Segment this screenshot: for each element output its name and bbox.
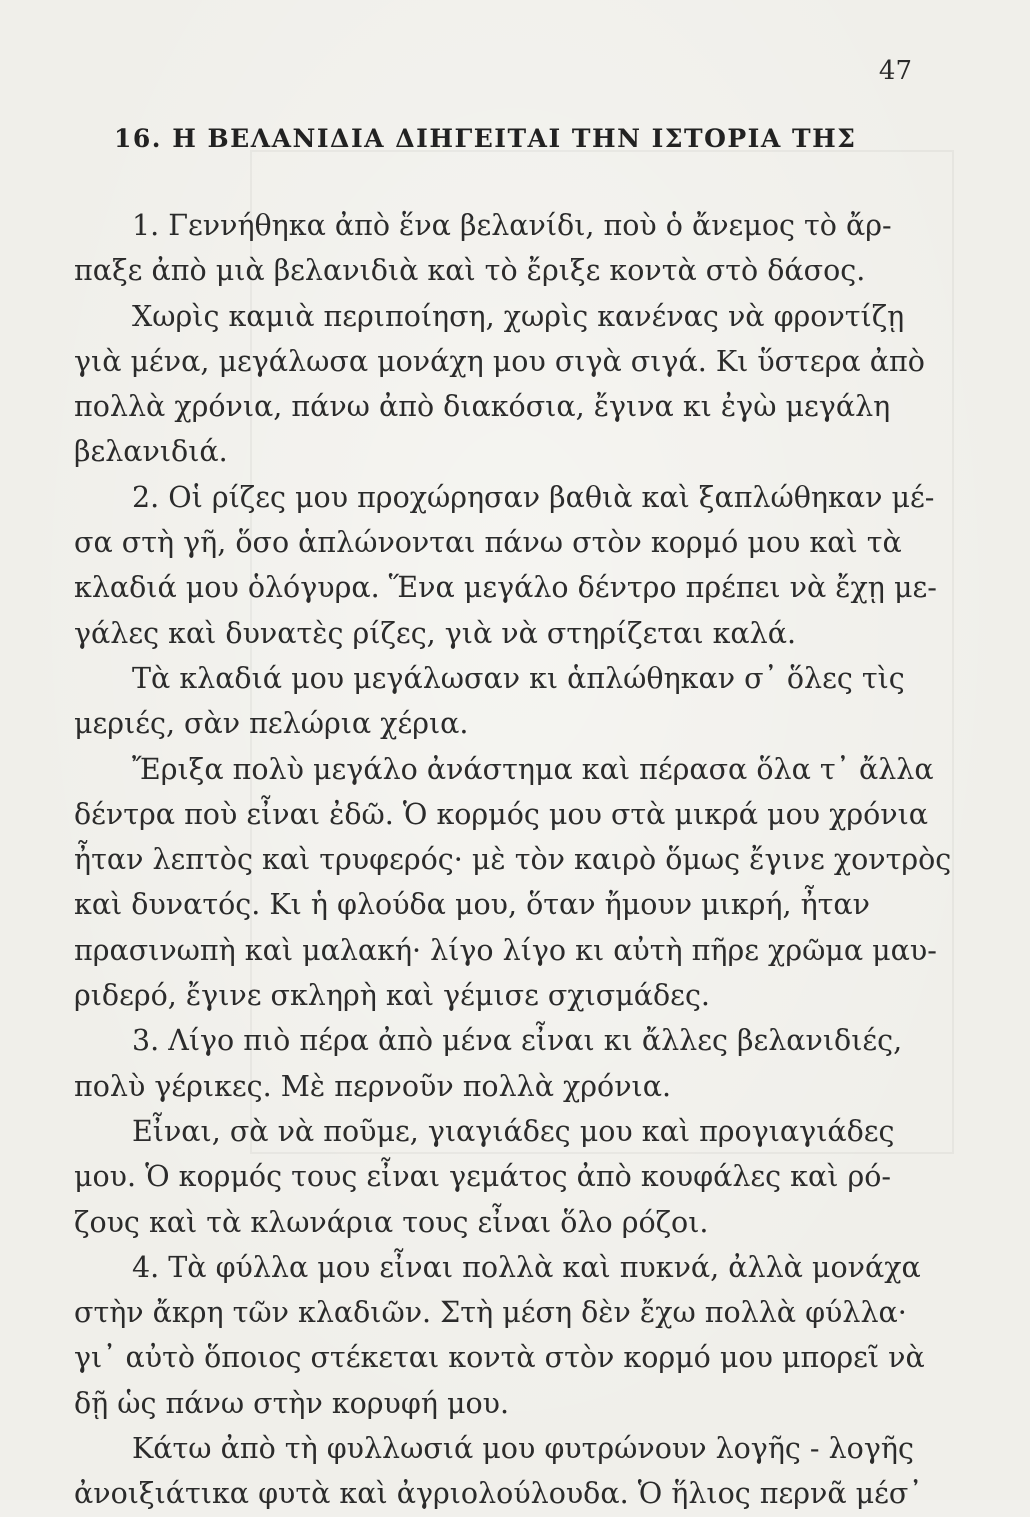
text-line: δῇ ὡς πάνω στὴν κορυφή μου. (74, 1386, 510, 1420)
text-line: 2. Οἱ ρίζες μου προχώρησαν βαθιὰ καὶ ξαπλώθηκαν μέ- (132, 480, 935, 514)
text-line: 4. Τὰ φύλλα μου εἶναι πολλὰ καὶ πυκνά, ἀλλὰ μονάχα (132, 1250, 921, 1284)
text-line: παξε ἀπὸ μιὰ βελανιδιὰ καὶ τὸ ἔριξε κοντὰ στὸ δάσος. (74, 254, 866, 288)
text-line: κλαδιά μου ὁλόγυρα. Ἕνα μεγάλο δέντρο πρέπει νὰ ἔχῃ με- (74, 571, 937, 605)
text-line: στὴν ἄκρη τῶν κλαδιῶν. Στὴ μέση δὲν ἔχω πολλὰ φύλλα· (74, 1296, 907, 1330)
text-line: ριδερό, ἔγινε σκληρὴ καὶ γέμισε σχισμάδες. (74, 979, 710, 1013)
body-text (74, 203, 952, 1517)
text-line: Χωρὶς καμιὰ περιποίηση, χωρὶς κανένας νὰ φροντίζῃ (132, 299, 905, 333)
text-line: Τὰ κλαδιά μου μεγάλωσαν κι ἁπλώθηκαν σ᾽ ὅλες τὶς (132, 661, 905, 695)
text-line: ἀνοιξιάτικα φυτὰ καὶ ἀγριολούλουδα. Ὁ ἥλιος περνᾶ μέσ᾽ (74, 1477, 923, 1511)
text-line: πρασινωπὴ καὶ μαλακή· λίγο λίγο κι αὐτὴ πῆρε χρῶμα μαυ- (74, 933, 937, 967)
text-line: δέντρα ποὺ εἶναι ἐδῶ. Ὁ κορμός μου στὰ μικρά μου χρόνια (74, 797, 929, 831)
chapter-title: 16. Η ΒΕΛΑΝΙΔΙΑ ΔΙΗΓΕΙΤΑΙ ΤΗΝ ΙΣΤΟΡΙΑ ΤΗΣ (114, 124, 857, 153)
text-line: βελανιδιά. (74, 435, 228, 469)
text-line: γιὰ μένα, μεγάλωσα μονάχη μου σιγὰ σιγά. Κι ὕστερα ἀπὸ (74, 344, 925, 378)
text-line: γι᾽ αὐτὸ ὅποιος στέκεται κοντὰ στὸν κορμό μου μπορεῖ νὰ (74, 1341, 925, 1375)
text-line: μου. Ὁ κορμός τους εἶναι γεμάτος ἀπὸ κουφάλες καὶ ρό- (74, 1160, 892, 1194)
text-line: πολὺ γέρικες. Μὲ περνοῦν πολλὰ χρόνια. (74, 1069, 672, 1103)
text-line: Ἔριξα πολὺ μεγάλο ἀνάστημα καὶ πέρασα ὅλα τ᾽ ἄλλα (132, 752, 934, 786)
text-line: ἦταν λεπτὸς καὶ τρυφερός· μὲ τὸν καιρὸ ὅμως ἔγινε χοντρὸς (74, 843, 952, 877)
text-line: 1. Γεννήθηκα ἀπὸ ἕνα βελανίδι, ποὺ ὁ ἄνεμος τὸ ἄρ- (132, 209, 892, 242)
page-number: 47 (878, 56, 912, 86)
text-line: σα στὴ γῆ, ὅσο ἁπλώνονται πάνω στὸν κορμό μου καὶ τὰ (74, 526, 902, 560)
text-line: πολλὰ χρόνια, πάνω ἀπὸ διακόσια, ἔγινα κι ἐγὼ μεγάλη (74, 390, 891, 424)
text-line: μεριές, σὰν πελώρια χέρια. (74, 707, 469, 741)
text-line: ζους καὶ τὰ κλωνάρια τους εἶναι ὅλο ρόζοι. (74, 1205, 709, 1239)
text-line: καὶ δυνατός. Κι ἡ φλούδα μου, ὅταν ἤμουν μικρή, ἦταν (74, 888, 870, 922)
text-line: Κάτω ἀπὸ τὴ φυλλωσιά μου φυτρώνουν λογῆς - λογῆς (132, 1432, 914, 1466)
text-line: γάλες καὶ δυνατὲς ρίζες, γιὰ νὰ στηρίζεται καλά. (74, 616, 797, 650)
text-line: Εἶναι, σὰ νὰ ποῦμε, γιαγιάδες μου καὶ προγιαγιάδες (132, 1114, 895, 1148)
text-line: 3. Λίγο πιὸ πέρα ἀπὸ μένα εἶναι κι ἄλλες βελανιδιές, (132, 1024, 903, 1058)
